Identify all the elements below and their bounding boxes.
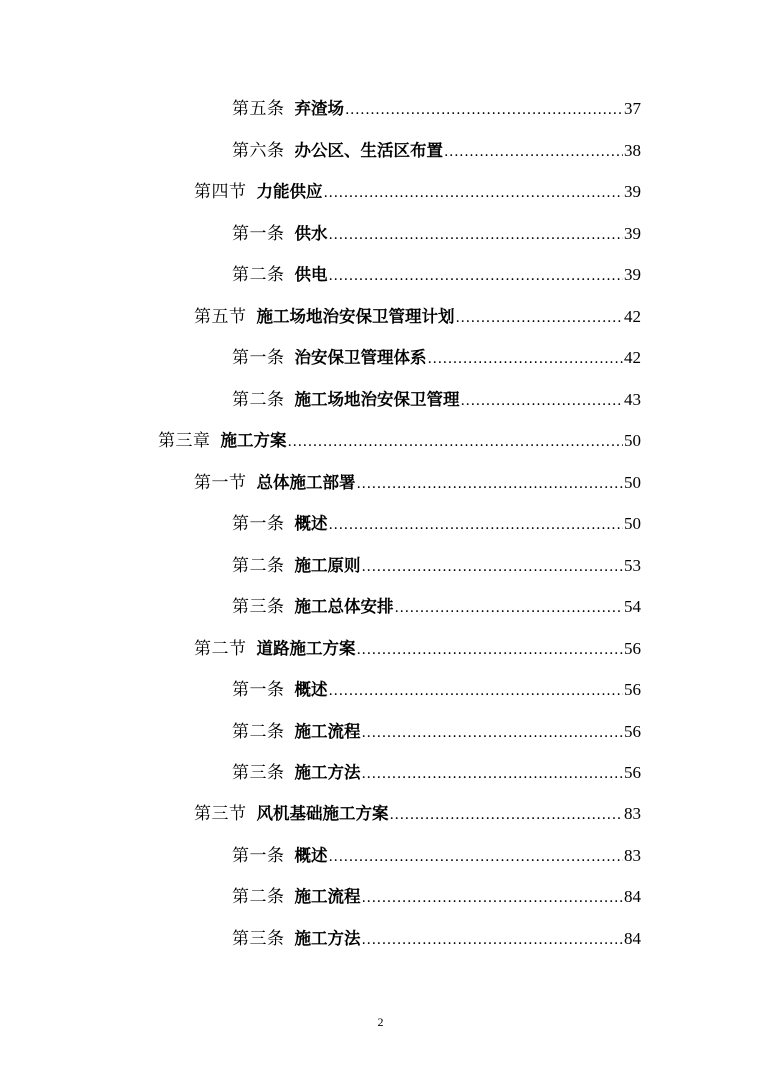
toc-entry-title: 力能供应 (256, 182, 323, 201)
dot-leader (362, 718, 624, 748)
dot-leader (395, 593, 624, 623)
toc-entry-title: 施工方案 (220, 431, 287, 450)
toc-entry-title: 风机基础施工方案 (256, 804, 389, 823)
toc-entry-number: 第四节 (194, 182, 247, 202)
toc-entry-number: 第一条 (232, 224, 285, 244)
toc-entry-number: 第三条 (232, 763, 285, 783)
dot-leader (357, 635, 624, 665)
toc-entry-page: 54 (624, 597, 641, 616)
toc-entry-number: 第二节 (194, 639, 247, 659)
toc-entry-page: 83 (624, 846, 641, 865)
toc-entry-title: 总体施工部署 (256, 473, 356, 492)
toc-entry-title: 施工总体安排 (294, 597, 394, 616)
toc-entry[interactable] (232, 509, 641, 539)
toc-entry-number: 第一节 (194, 473, 247, 493)
toc-entry-title: 施工流程 (294, 887, 361, 906)
toc-entry-page: 56 (624, 722, 641, 741)
dot-leader (329, 842, 624, 872)
toc-entry-number: 第二条 (232, 265, 285, 285)
toc-entry-number: 第一条 (232, 514, 285, 534)
toc-entry[interactable] (232, 551, 641, 581)
toc-entry-number: 第二条 (232, 722, 285, 742)
dot-leader (444, 137, 623, 167)
dot-leader (329, 261, 624, 291)
toc-entry[interactable] (232, 385, 641, 415)
toc-entry-page: 37 (624, 99, 641, 118)
toc-entry[interactable] (232, 882, 641, 912)
toc-entry[interactable] (194, 634, 641, 664)
toc-entry-page: 38 (624, 141, 641, 160)
toc-entry-number: 第一条 (232, 348, 285, 368)
toc-entry-title: 概述 (294, 846, 328, 865)
dot-leader (329, 220, 624, 250)
toc-entry[interactable] (232, 94, 641, 124)
toc-entry-title: 施工方法 (294, 763, 361, 782)
toc-entry-number: 第二条 (232, 887, 285, 907)
dot-leader (357, 469, 624, 499)
toc-entry[interactable] (232, 260, 641, 290)
toc-entry[interactable] (232, 924, 641, 954)
toc-entry[interactable] (194, 177, 641, 207)
toc-entry-page: 56 (624, 763, 641, 782)
toc-entry-title: 施工场地治安保卫管理计划 (256, 307, 455, 326)
dot-leader (329, 510, 624, 540)
toc-entry-number: 第三节 (194, 804, 247, 824)
toc-entry-page: 83 (624, 804, 641, 823)
toc-entry-title: 施工场地治安保卫管理 (294, 390, 460, 409)
toc-entry-page: 42 (624, 307, 641, 326)
dot-leader (288, 427, 624, 457)
dot-leader (428, 344, 624, 374)
dot-leader (362, 925, 624, 955)
dot-leader (362, 883, 624, 913)
toc-entry[interactable] (232, 758, 641, 788)
toc-entry[interactable] (194, 468, 641, 498)
toc-entry-title: 供电 (294, 265, 328, 284)
dot-leader (362, 552, 624, 582)
toc-entry-number: 第五节 (194, 307, 247, 327)
toc-entry-page: 50 (624, 431, 641, 450)
footer-page-number: 2 (377, 1015, 384, 1029)
toc-entry-title: 施工原则 (294, 556, 361, 575)
toc-entry-number: 第三章 (158, 431, 211, 451)
toc-entry[interactable] (232, 592, 641, 622)
toc-entry-title: 施工方法 (294, 929, 361, 948)
toc-entry-page: 56 (624, 639, 641, 658)
toc-entry-title: 弃渣场 (294, 99, 344, 118)
toc-entry-title: 施工流程 (294, 722, 361, 741)
toc-entry-title: 办公区、生活区布置 (294, 141, 443, 160)
toc-entry[interactable] (232, 136, 641, 166)
toc-entry-page: 84 (624, 887, 641, 906)
toc-entry-page: 84 (624, 929, 641, 948)
toc-entry[interactable] (232, 219, 641, 249)
toc-entry-title: 道路施工方案 (256, 639, 356, 658)
dot-leader (456, 303, 624, 333)
dot-leader (324, 178, 624, 208)
toc-entry-number: 第三条 (232, 597, 285, 617)
toc-entry-page: 50 (624, 514, 641, 533)
toc-entry-number: 第六条 (232, 141, 285, 161)
toc-entry-title: 概述 (294, 680, 328, 699)
toc-entry-number: 第一条 (232, 680, 285, 700)
toc-entry[interactable] (232, 675, 641, 705)
toc-entry-number: 第二条 (232, 390, 285, 410)
dot-leader (362, 759, 624, 789)
toc-entry[interactable] (232, 343, 641, 373)
toc-entry-number: 第一条 (232, 846, 285, 866)
dot-leader (345, 95, 623, 125)
toc-entry[interactable] (232, 717, 641, 747)
dot-leader (329, 676, 624, 706)
toc-entry-number: 第二条 (232, 556, 285, 576)
toc-entry-page: 42 (624, 348, 641, 367)
toc-entry[interactable] (194, 799, 641, 829)
toc-entry-page: 53 (624, 556, 641, 575)
toc-entry-page: 39 (624, 265, 641, 284)
toc-entry-number: 第三条 (232, 929, 285, 949)
toc-entry-page: 39 (624, 224, 641, 243)
toc-entry[interactable] (194, 302, 641, 332)
toc-entry-number: 第五条 (232, 99, 285, 119)
toc-entry-title: 概述 (294, 514, 328, 533)
toc-entry[interactable] (232, 841, 641, 871)
toc-entry-page: 39 (624, 182, 641, 201)
toc-entry-page: 56 (624, 680, 641, 699)
toc-entry-page: 43 (624, 390, 641, 409)
dot-leader (390, 800, 624, 830)
toc-entry-title: 治安保卫管理体系 (294, 348, 427, 367)
toc-entry[interactable] (158, 426, 641, 456)
toc-entry-title: 供水 (294, 224, 328, 243)
dot-leader (461, 386, 624, 416)
toc-entry-page: 50 (624, 473, 641, 492)
